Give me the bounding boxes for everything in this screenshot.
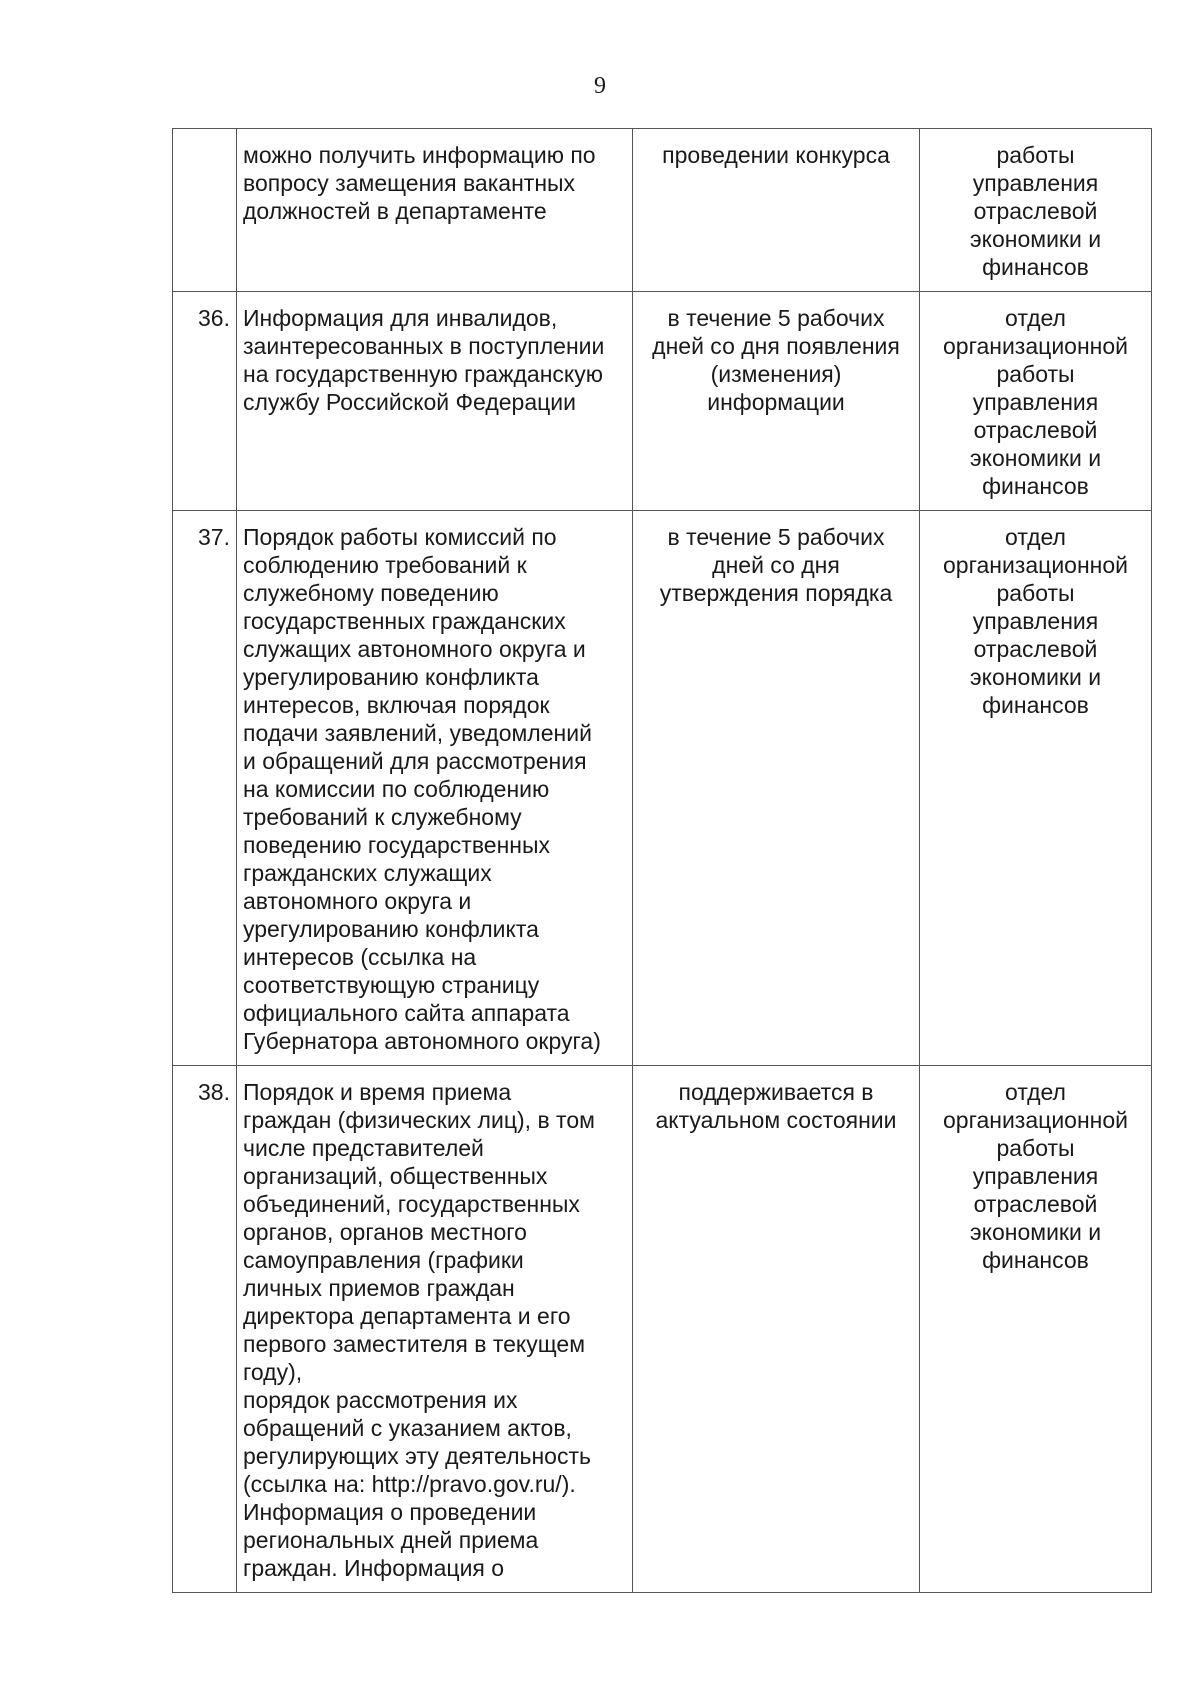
update-term: в течение 5 рабочих дней со дня утверждения порядка — [633, 511, 920, 1066]
row-number: 36. — [173, 292, 237, 511]
update-term: поддерживается в актуальном состоянии — [633, 1066, 920, 1593]
update-term: в течение 5 рабочих дней со дня появления (изменения) информации — [633, 292, 920, 511]
responsible-unit: работы управления отраслевой экономики и финансов — [920, 129, 1152, 292]
responsible-unit: отдел организационной работы управления отраслевой экономики и финансов — [920, 1066, 1152, 1593]
page-number: 9 — [594, 73, 606, 99]
information-table — [172, 128, 1152, 1593]
row-number: 37. — [173, 511, 237, 1066]
responsible-unit: отдел организационной работы управления отраслевой экономики и финансов — [920, 292, 1152, 511]
table-row — [173, 511, 1152, 1066]
info-name: можно получить информацию по вопросу замещения вакантных должностей в департаменте — [237, 129, 633, 292]
row-number: 38. — [173, 1066, 237, 1593]
table-row — [173, 292, 1152, 511]
responsible-unit: отдел организационной работы управления отраслевой экономики и финансов — [920, 511, 1152, 1066]
info-name: Информация для инвалидов, заинтересованных в поступлении на государственную гражданскую службу Российской Федерации — [237, 292, 633, 511]
info-name: Порядок и время приема граждан (физических лиц), в том числе представителей организаций, общественных объединений, государственных органов, органов местного самоуправления (графики личных приемов граждан директора департамента и его первого заместителя в текущем году), порядок рассмотрения их обращений с указанием актов, регулирующих эту деятельность (ссылка на: http://pravo.gov.ru/). Информация о проведении региональных дней приема граждан. Информация о — [237, 1066, 633, 1593]
info-name: Порядок работы комиссий по соблюдению требований к служебному поведению государственных гражданских служащих автономного округа и урегулированию конфликта интересов, включая порядок подачи заявлений, уведомлений и обращений для рассмотрения на комиссии по соблюдению требований к служебному поведению государственных гражданских служащих автономного округа и урегулированию конфликта интересов (ссылка на соответствующую страницу официального сайта аппарата Губернатора автономного округа) — [237, 511, 633, 1066]
row-number — [173, 129, 237, 292]
table-row — [173, 1066, 1152, 1593]
update-term: проведении конкурса — [633, 129, 920, 292]
table-row — [173, 129, 1152, 292]
